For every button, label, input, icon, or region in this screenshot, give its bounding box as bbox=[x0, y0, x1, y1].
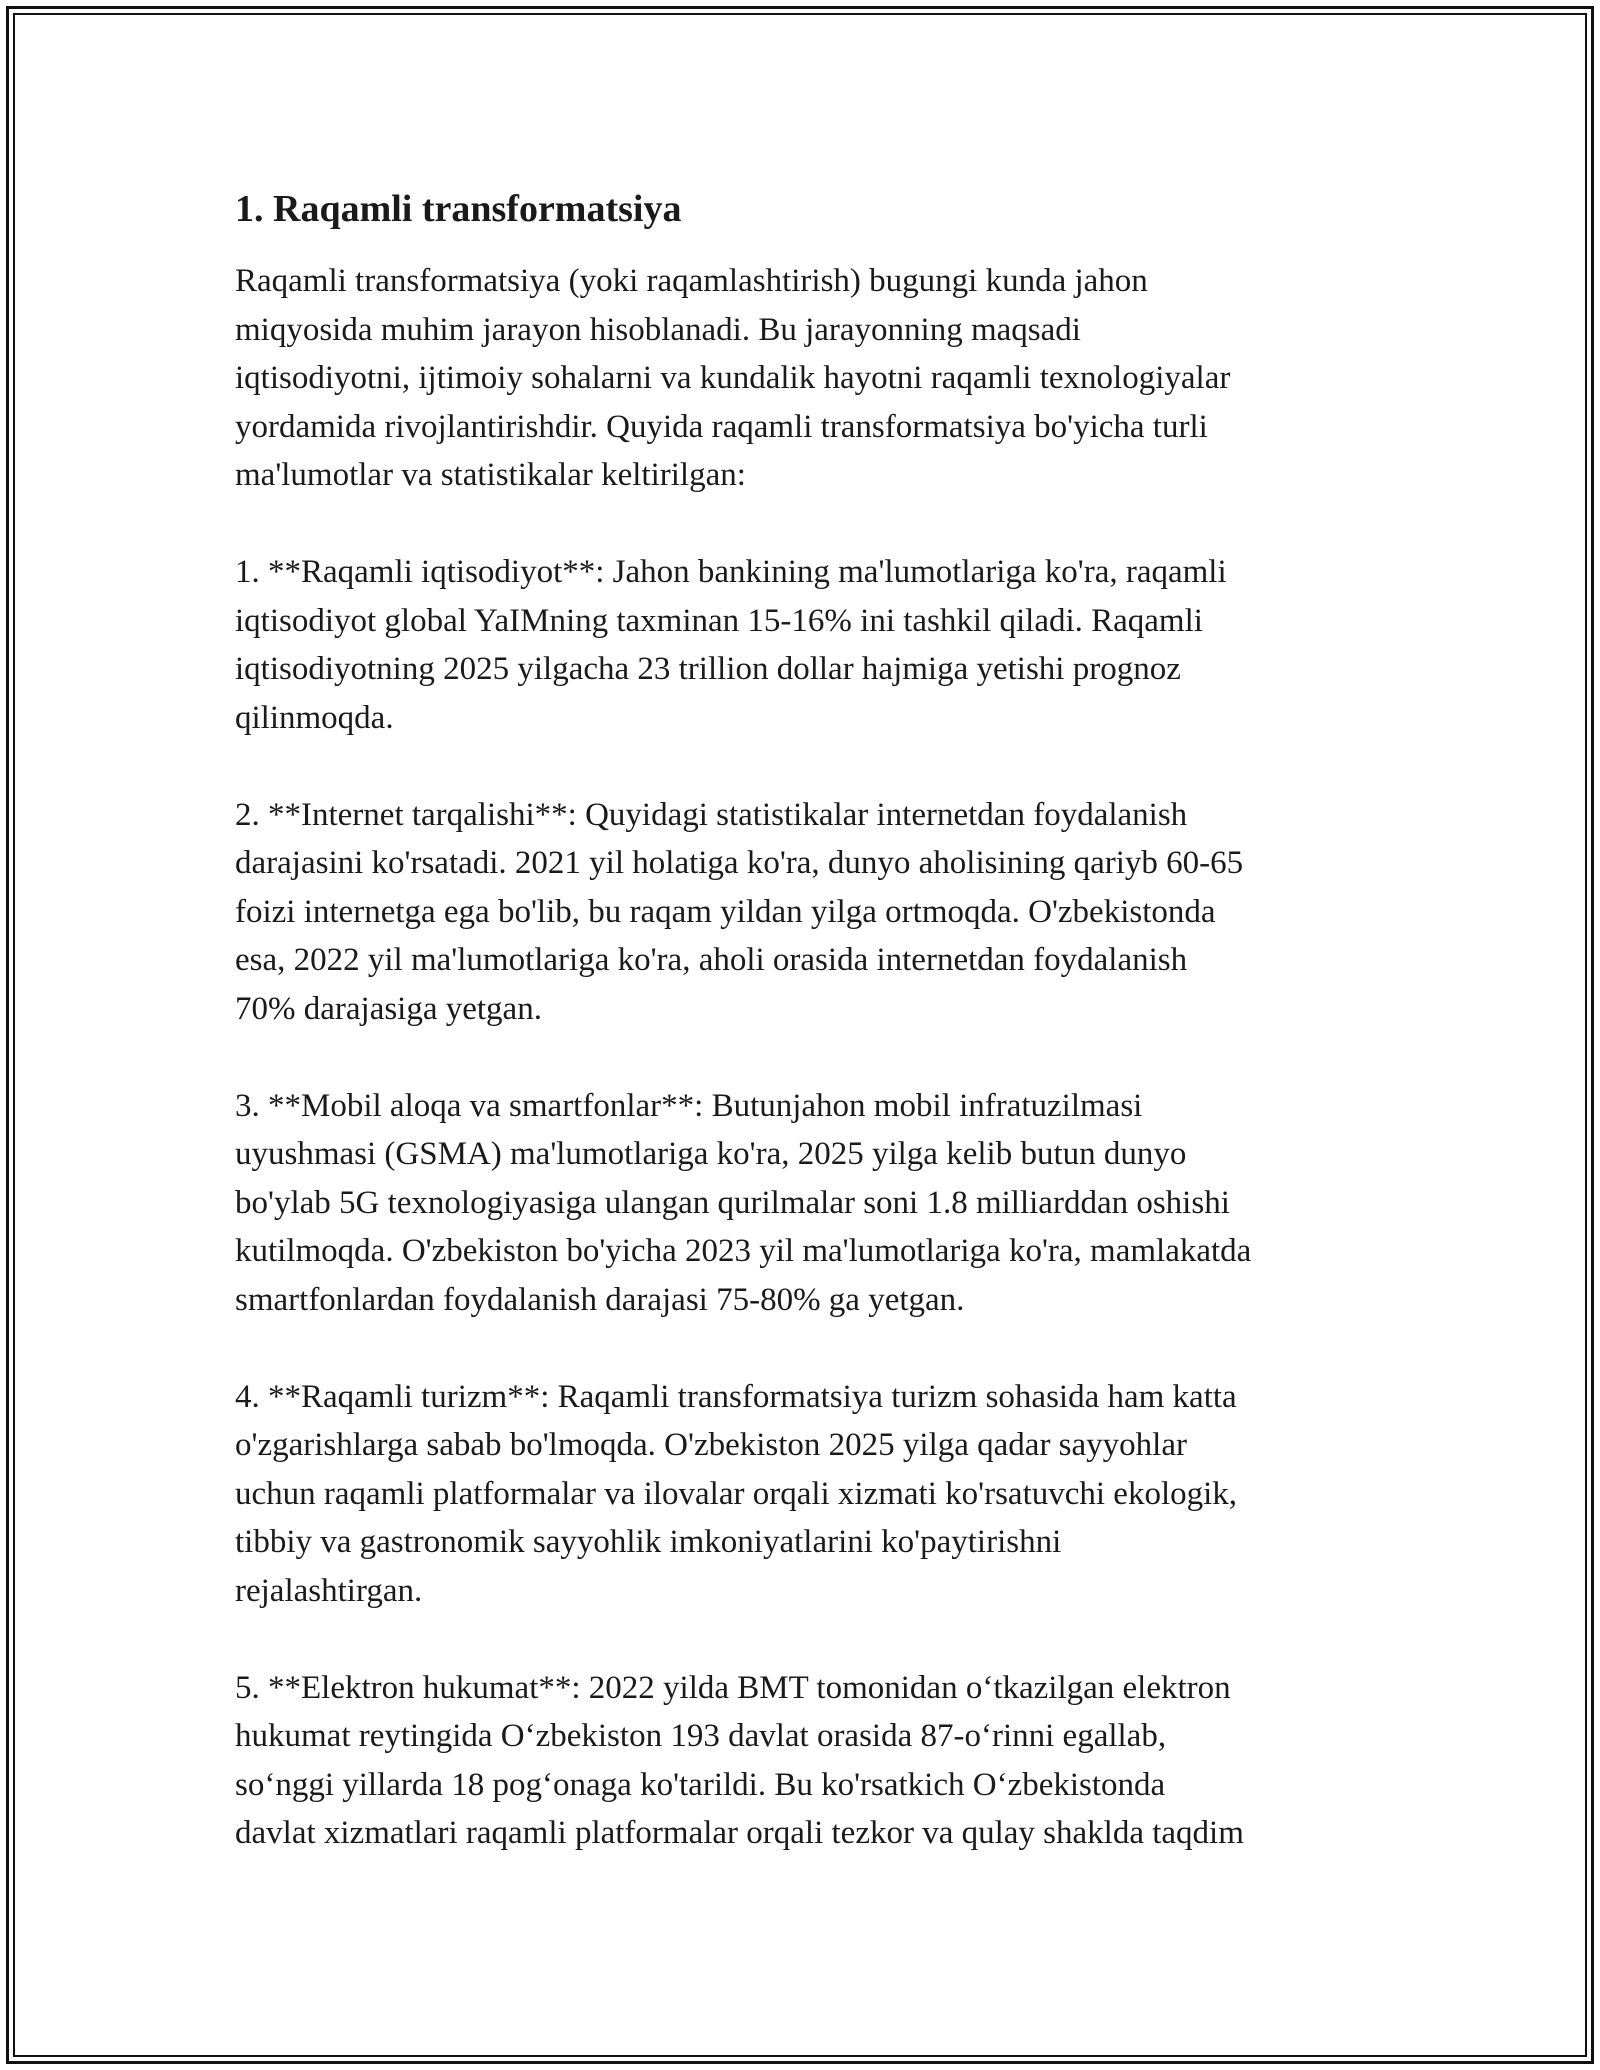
list-item-e-government: 5. **Elektron hukumat**: 2022 yilda BMT tomonidan o‘tkazilgan elektron hukumat reytingida O‘zbekiston 193 davlat orasida 87-o‘rinni egallab, so‘nggi yillarda 18 pog‘onaga ko'tarildi. Bu ko'rsatkich O‘zbekistonda davlat xizmatlari raqamli platformalar orqali tezkor va qulay shaklda taqdim bbox=[235, 1669, 1244, 1851]
section-title: 1. Raqamli transformatsiya bbox=[235, 188, 682, 230]
list-item-mobile-smartphones: 3. **Mobil aloqa va smartfonlar**: Butunjahon mobil infratuzilmasi uyushmasi (GSMA) ma'lumotlariga ko'ra, 2025 yilga kelib butun dunyo bo'ylab 5G texnologiyasiga ulangan qurilmalar soni 1.8 milliarddan oshishi kutilmoqda. O'zbekiston bo'yicha 2023 yil ma'lumotlariga ko'ra, mamlakatda smartfonlardan foydalanish darajasi 75-80% ga yetgan. bbox=[235, 1087, 1252, 1318]
list-item-internet-penetration: 2. **Internet tarqalishi**: Quyidagi statistikalar internetdan foydalanish darajasini ko'rsatadi. 2021 yil holatiga ko'ra, dunyo aholisining qariyb 60-65 foizi internetga ega bo'lib, bu raqam yildan yilga ortmoqda. O'zbekistonda esa, 2022 yil ma'lumotlariga ko'ra, aholi orasida internetdan foydalanish 70% darajasiga yetgan. bbox=[235, 796, 1244, 1027]
list-item-digital-tourism: 4. **Raqamli turizm**: Raqamli transformatsiya turizm sohasida ham katta o'zgarishlarga sabab bo'lmoqda. O'zbekiston 2025 yilga qadar sayyohlar uchun raqamli platformalar va ilovalar orqali xizmati ko'rsatuvchi ekologik, tibbiy va gastronomik sayyohlik imkoniyatlarini ko'paytirishni rejalashtirgan. bbox=[235, 1378, 1238, 1609]
intro-paragraph: Raqamli transformatsiya (yoki raqamlashtirish) bugungi kunda jahon miqyosida muhim jarayon hisoblanadi. Bu jarayonning maqsadi iqtisodiyotni, ijtimoiy sohalarni va kundalik hayotni raqamli texnologiyalar yordamida rivojlantirishdir. Quyida raqamli transformatsiya bo'yicha turli ma'lumotlar va statistikalar keltirilgan: bbox=[235, 263, 1231, 493]
list-item-digital-economy: 1. **Raqamli iqtisodiyot**: Jahon bankining ma'lumotlariga ko'ra, raqamli iqtisodiyot global YaIMning taxminan 15-16% ini tashkil qiladi. Raqamli iqtisodiyotning 2025 yilgacha 23 trillion dollar hajmiga yetishi prognoz qilinmoqda. bbox=[235, 554, 1227, 736]
document-body bbox=[235, 185, 1375, 1858]
